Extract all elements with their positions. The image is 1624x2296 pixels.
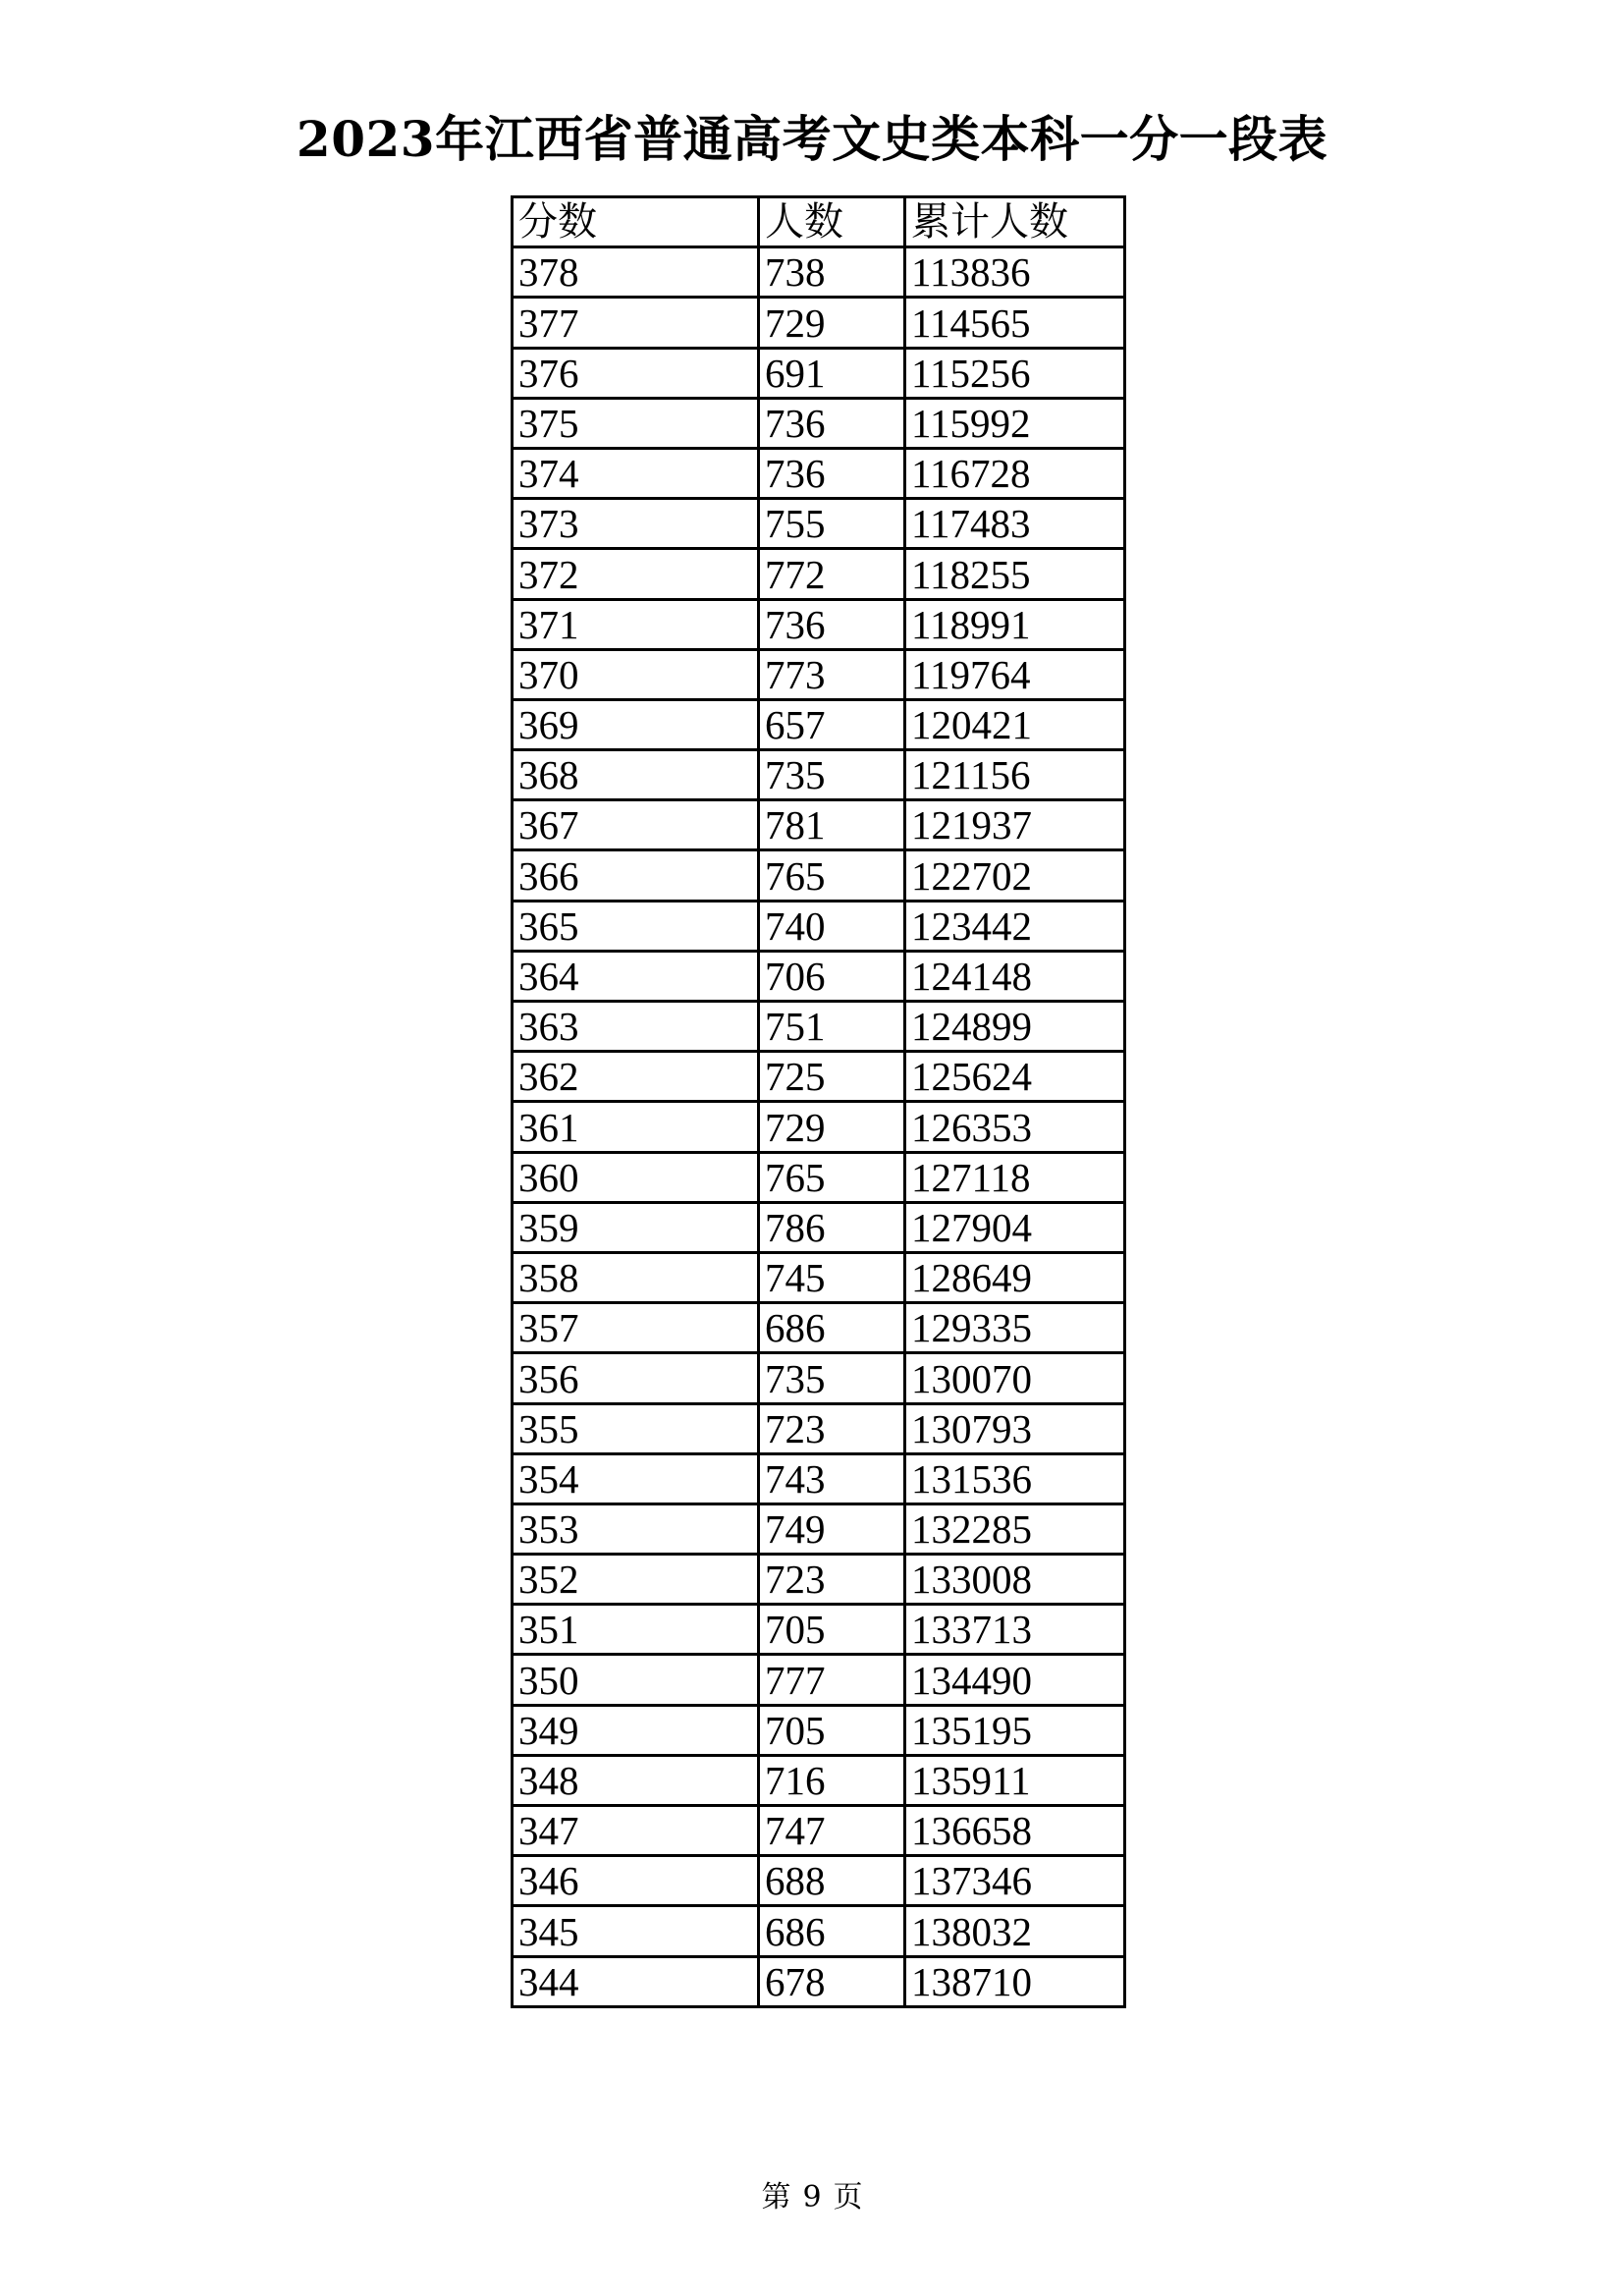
- cell-count: 736: [759, 599, 905, 649]
- score-distribution-table: [511, 195, 1126, 2008]
- cell-cumulative-count: 138710: [905, 1956, 1125, 2006]
- header-count: 人数: [759, 197, 905, 247]
- cell-score: 354: [513, 1453, 759, 1503]
- cell-cumulative-count: 133008: [905, 1555, 1125, 1605]
- table-row: [513, 649, 1125, 699]
- cell-cumulative-count: 117483: [905, 499, 1125, 549]
- table-row: [513, 1705, 1125, 1755]
- table-row: [513, 750, 1125, 800]
- cell-cumulative-count: 118255: [905, 549, 1125, 599]
- cell-score: 367: [513, 800, 759, 850]
- cell-count: 688: [759, 1856, 905, 1906]
- cell-score: 370: [513, 649, 759, 699]
- cell-cumulative-count: 135911: [905, 1755, 1125, 1805]
- cell-cumulative-count: 137346: [905, 1856, 1125, 1906]
- footer-suffix: 页: [833, 2180, 863, 2214]
- cell-count: 686: [759, 1303, 905, 1353]
- cell-count: 749: [759, 1503, 905, 1554]
- cell-score: 353: [513, 1503, 759, 1554]
- cell-score: 356: [513, 1353, 759, 1403]
- cell-count: 765: [759, 1152, 905, 1202]
- cell-count: 723: [759, 1555, 905, 1605]
- cell-cumulative-count: 129335: [905, 1303, 1125, 1353]
- cell-cumulative-count: 135195: [905, 1705, 1125, 1755]
- cell-score: 366: [513, 850, 759, 901]
- cell-cumulative-count: 121937: [905, 800, 1125, 850]
- table-row: [513, 1906, 1125, 1956]
- table-row: [513, 549, 1125, 599]
- cell-cumulative-count: 132285: [905, 1503, 1125, 1554]
- cell-score: 365: [513, 901, 759, 951]
- page-title: 2023年江西省普通高考文史类本科一分一段表: [296, 110, 1328, 168]
- cell-score: 350: [513, 1655, 759, 1705]
- cell-score: 369: [513, 699, 759, 749]
- cell-score: 372: [513, 549, 759, 599]
- table-row: [513, 1555, 1125, 1605]
- cell-cumulative-count: 118991: [905, 599, 1125, 649]
- cell-score: 368: [513, 750, 759, 800]
- cell-count: 657: [759, 699, 905, 749]
- cell-score: 374: [513, 448, 759, 498]
- cell-cumulative-count: 115992: [905, 398, 1125, 448]
- cell-cumulative-count: 124148: [905, 951, 1125, 1001]
- cell-cumulative-count: 126353: [905, 1102, 1125, 1152]
- table-row: [513, 1956, 1125, 2006]
- cell-score: 355: [513, 1403, 759, 1453]
- cell-cumulative-count: 133713: [905, 1605, 1125, 1655]
- cell-count: 765: [759, 850, 905, 901]
- cell-count: 735: [759, 750, 905, 800]
- cell-cumulative-count: 127904: [905, 1202, 1125, 1252]
- table-header-row: [513, 197, 1125, 247]
- cell-score: 351: [513, 1605, 759, 1655]
- cell-cumulative-count: 127118: [905, 1152, 1125, 1202]
- cell-count: 773: [759, 649, 905, 699]
- cell-score: 360: [513, 1152, 759, 1202]
- cell-cumulative-count: 125624: [905, 1052, 1125, 1102]
- table-row: [513, 247, 1125, 298]
- cell-count: 743: [759, 1453, 905, 1503]
- table-row: [513, 348, 1125, 398]
- cell-score: 357: [513, 1303, 759, 1353]
- cell-score: 345: [513, 1906, 759, 1956]
- table-row: [513, 599, 1125, 649]
- cell-cumulative-count: 113836: [905, 247, 1125, 298]
- cell-count: 781: [759, 800, 905, 850]
- table-row: [513, 298, 1125, 348]
- table-row: [513, 699, 1125, 749]
- table-row: [513, 1102, 1125, 1152]
- table-row: [513, 1353, 1125, 1403]
- cell-count: 772: [759, 549, 905, 599]
- cell-score: 373: [513, 499, 759, 549]
- cell-score: 362: [513, 1052, 759, 1102]
- table-row: [513, 850, 1125, 901]
- cell-score: 377: [513, 298, 759, 348]
- cell-count: 751: [759, 1002, 905, 1052]
- table-row: [513, 1806, 1125, 1856]
- page-number: 9: [802, 2180, 822, 2214]
- table-row: [513, 1052, 1125, 1102]
- cell-count: 706: [759, 951, 905, 1001]
- table-row: [513, 1453, 1125, 1503]
- cell-cumulative-count: 138032: [905, 1906, 1125, 1956]
- table-row: [513, 1002, 1125, 1052]
- cell-cumulative-count: 123442: [905, 901, 1125, 951]
- footer-prefix: 第: [761, 2180, 791, 2214]
- cell-count: 725: [759, 1052, 905, 1102]
- cell-score: 349: [513, 1705, 759, 1755]
- cell-count: 705: [759, 1605, 905, 1655]
- cell-count: 705: [759, 1705, 905, 1755]
- cell-count: 777: [759, 1655, 905, 1705]
- cell-count: 729: [759, 1102, 905, 1152]
- cell-cumulative-count: 116728: [905, 448, 1125, 498]
- table-body: [513, 247, 1125, 2007]
- cell-cumulative-count: 136658: [905, 1806, 1125, 1856]
- cell-cumulative-count: 122702: [905, 850, 1125, 901]
- cell-count: 691: [759, 348, 905, 398]
- cell-score: 347: [513, 1806, 759, 1856]
- table-row: [513, 1252, 1125, 1302]
- cell-count: 738: [759, 247, 905, 298]
- cell-count: 678: [759, 1956, 905, 2006]
- table-row: [513, 1303, 1125, 1353]
- table-row: [513, 1403, 1125, 1453]
- table-row: [513, 1202, 1125, 1252]
- cell-score: 375: [513, 398, 759, 448]
- cell-count: 723: [759, 1403, 905, 1453]
- cell-cumulative-count: 114565: [905, 298, 1125, 348]
- cell-score: 348: [513, 1755, 759, 1805]
- cell-score: 371: [513, 599, 759, 649]
- table-row: [513, 1856, 1125, 1906]
- table-row: [513, 448, 1125, 498]
- table-row: [513, 901, 1125, 951]
- cell-score: 376: [513, 348, 759, 398]
- cell-count: 729: [759, 298, 905, 348]
- cell-score: 363: [513, 1002, 759, 1052]
- cell-cumulative-count: 121156: [905, 750, 1125, 800]
- cell-cumulative-count: 115256: [905, 348, 1125, 398]
- cell-score: 361: [513, 1102, 759, 1152]
- table-row: [513, 1503, 1125, 1554]
- table-row: [513, 1755, 1125, 1805]
- cell-count: 736: [759, 398, 905, 448]
- table-row: [513, 951, 1125, 1001]
- cell-cumulative-count: 130793: [905, 1403, 1125, 1453]
- cell-score: 359: [513, 1202, 759, 1252]
- table-row: [513, 499, 1125, 549]
- cell-cumulative-count: 130070: [905, 1353, 1125, 1403]
- cell-count: 716: [759, 1755, 905, 1805]
- cell-score: 378: [513, 247, 759, 298]
- table-row: [513, 1152, 1125, 1202]
- page-footer: [0, 2178, 1624, 2217]
- cell-cumulative-count: 124899: [905, 1002, 1125, 1052]
- cell-score: 346: [513, 1856, 759, 1906]
- table-row: [513, 1655, 1125, 1705]
- cell-count: 735: [759, 1353, 905, 1403]
- cell-cumulative-count: 120421: [905, 699, 1125, 749]
- cell-score: 344: [513, 1956, 759, 2006]
- table-row: [513, 398, 1125, 448]
- table-row: [513, 1605, 1125, 1655]
- cell-cumulative-count: 119764: [905, 649, 1125, 699]
- cell-score: 358: [513, 1252, 759, 1302]
- cell-count: 755: [759, 499, 905, 549]
- cell-count: 747: [759, 1806, 905, 1856]
- header-cumulative-count: 累计人数: [905, 197, 1125, 247]
- cell-count: 740: [759, 901, 905, 951]
- cell-count: 686: [759, 1906, 905, 1956]
- cell-cumulative-count: 128649: [905, 1252, 1125, 1302]
- cell-count: 786: [759, 1202, 905, 1252]
- cell-count: 745: [759, 1252, 905, 1302]
- cell-score: 352: [513, 1555, 759, 1605]
- header-score: 分数: [513, 197, 759, 247]
- cell-cumulative-count: 131536: [905, 1453, 1125, 1503]
- cell-cumulative-count: 134490: [905, 1655, 1125, 1705]
- cell-score: 364: [513, 951, 759, 1001]
- cell-count: 736: [759, 448, 905, 498]
- table-row: [513, 800, 1125, 850]
